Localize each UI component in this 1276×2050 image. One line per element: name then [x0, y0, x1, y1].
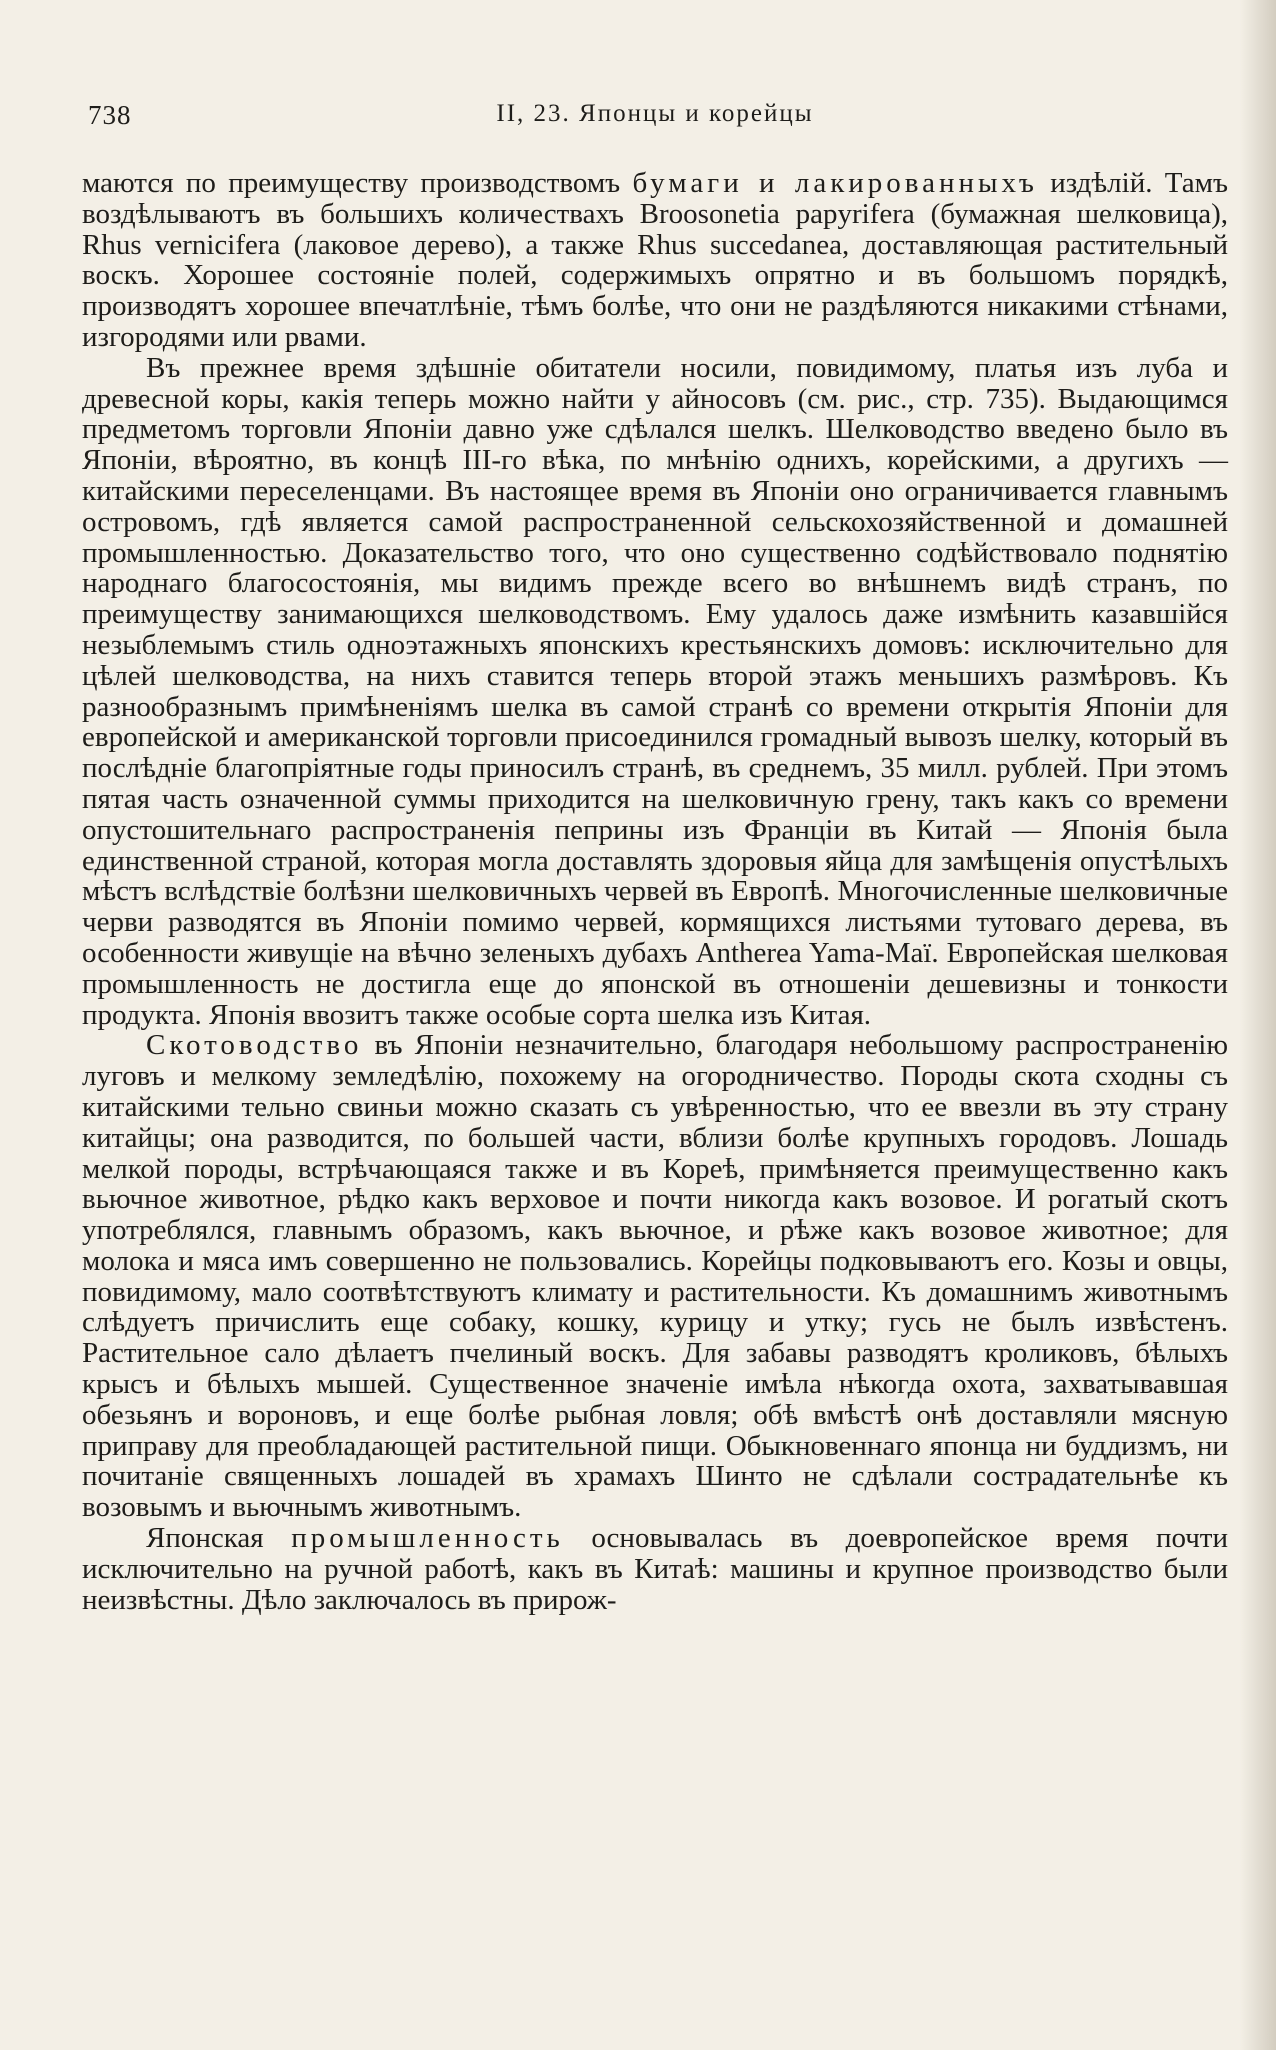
page-number: 738 — [88, 100, 132, 130]
paragraph — [82, 1030, 1228, 1523]
page-edge-shadow — [1240, 0, 1276, 2050]
paragraph-text: Въ прежнее время здѣшніе обитатели носили, повидимому, платья изъ луба и древесной коры, какія теперь можно найти у айносовъ (см. рис., стр. 735). Выдающимся предметомъ торговли Японіи давно уже сдѣлался шелкъ. Шелководство введено было въ Японіи, вѣроятно, въ концѣ III-го вѣка, по мнѣнію однихъ, корейскими, а другихъ — китайскими переселенцами. Въ настоящее время въ Японіи оно ограничивается главнымъ островомъ, гдѣ является самой распространенной сельскохозяйственной и домашней промышленностью. Доказательство того, что оно существенно содѣйствовало поднятію народнаго благосостоянія, мы видимъ прежде всего во внѣшнемъ видѣ странъ, по преимуществу занимающихся шелководствомъ. Ему удалось даже измѣнить казавшійся незыблемымъ стиль одноэтажныхъ японскихъ крестьянскихъ домовъ: исключительно для цѣлей шелководства, на нихъ ставится теперь второй этажъ меньшихъ размѣровъ. Къ разнообразнымъ примѣненіямъ шелка въ самой странѣ со времени открытія Японіи для европейской и американской торговли присоединился громадный вывозъ шелку, который въ послѣдніе благопріятные годы приносилъ странѣ, въ среднемъ, 35 милл. рублей. При этомъ пятая часть означенной суммы приходится на шелковичную грену, такъ какъ со времени опустошительнаго распространенія пеприны изъ Франціи въ Китай — Японія была единственной страной, которая могла доставлять здоровыя яйца для замѣщенія опустѣлыхъ мѣстъ вслѣдствіе болѣзни шелковичныхъ червей въ Европѣ. Многочисленные шелковичные черви разводятся въ Японіи помимо червей, кормящихся листьями тутоваго дерева, въ особенности живущіе на вѣчно зеленыхъ дубахъ Antherea Yama-Maï. Европейская шелковая промышленность не достигла еще до японской въ отношеніи дешевизны и тонкости продукта. Японія ввозитъ также особые сорта шелка изъ Китая. — [82, 351, 1228, 1031]
paragraph-text: издѣлій. Тамъ воздѣлываютъ въ большихъ количествахъ Broosonetia papyrifera (бумажная шелковица), Rhus vernicifera (лаковое дерево), а также Rhus succedanea, доставляющая растительный воскъ. Хорошее состояніе полей, содержимыхъ опрятно и въ большомъ порядкѣ, производятъ хорошее впечатлѣніе, тѣмъ болѣе, что они не раздѣляются никакими стѣнами, изгородями или рвами. — [82, 167, 1228, 353]
page-body — [82, 168, 1228, 1615]
page-header — [82, 100, 1228, 140]
emphasized-text: промышленность — [291, 1522, 564, 1555]
emphasized-text: Скотоводство — [146, 1029, 363, 1062]
paragraph-text: Японская — [146, 1522, 292, 1555]
paragraph-text: въ Японіи незначительно, благодаря небольшому распространенію луговъ и мелкому земледѣлію, похожему на огородничество. Породы скота сходны съ китайскими тельно свиньи можно сказать съ увѣренностью, что ее ввезли въ эту страну китайцы; она разводится, по большей части, вблизи болѣе крупныхъ городовъ. Лошадь мелкой породы, встрѣчающаяся также и въ Кореѣ, примѣняется преимущественно какъ вьючное животное, рѣдко какъ верховое и почти никогда какъ возовое. И рогатый скотъ употреблялся, главнымъ образомъ, какъ вьючное, и рѣже какъ возовое животное; для молока и мяса имъ совершенно не пользовались. Корейцы подковываютъ его. Козы и овцы, повидимому, мало соотвѣтствуютъ климату и растительности. Къ домашнимъ животнымъ слѣдуетъ причислить еще собаку, кошку, курицу и утку; гусь не былъ извѣстенъ. Растительное сало дѣлаетъ пчелиный воскъ. Для забавы разводятъ кроликовъ, бѣлыхъ крысъ и бѣлыхъ мышей. Существенное значеніе имѣла нѣкогда охота, захватывавшая обезьянъ и вороновъ, и еще болѣе рыбная ловля; обѣ вмѣстѣ онѣ доставляли мясную приправу для преобладающей растительной пищи. Обыкновеннаго японца ни буддизмъ, ни почитаніе священныхъ лошадей въ храмахъ Шинто не сдѣлали сострадательнѣе къ возовымъ и вьючнымъ животнымъ. — [82, 1029, 1228, 1524]
paragraph — [82, 353, 1228, 1031]
paragraph — [82, 168, 1228, 353]
paragraph-text: маются по преимуществу производствомъ — [82, 167, 633, 199]
paragraph — [82, 1523, 1228, 1615]
paragraph-text: основывалась въ доевропейское время почти исключительно на ручной работѣ, какъ въ Китаѣ: машины и крупное производство были неизвѣстны. Дѣло заключалось въ прирож- — [82, 1522, 1228, 1616]
emphasized-text: бумаги и лакированныхъ — [632, 167, 1038, 199]
running-title: II, 23. Японцы и корейцы — [496, 100, 814, 127]
